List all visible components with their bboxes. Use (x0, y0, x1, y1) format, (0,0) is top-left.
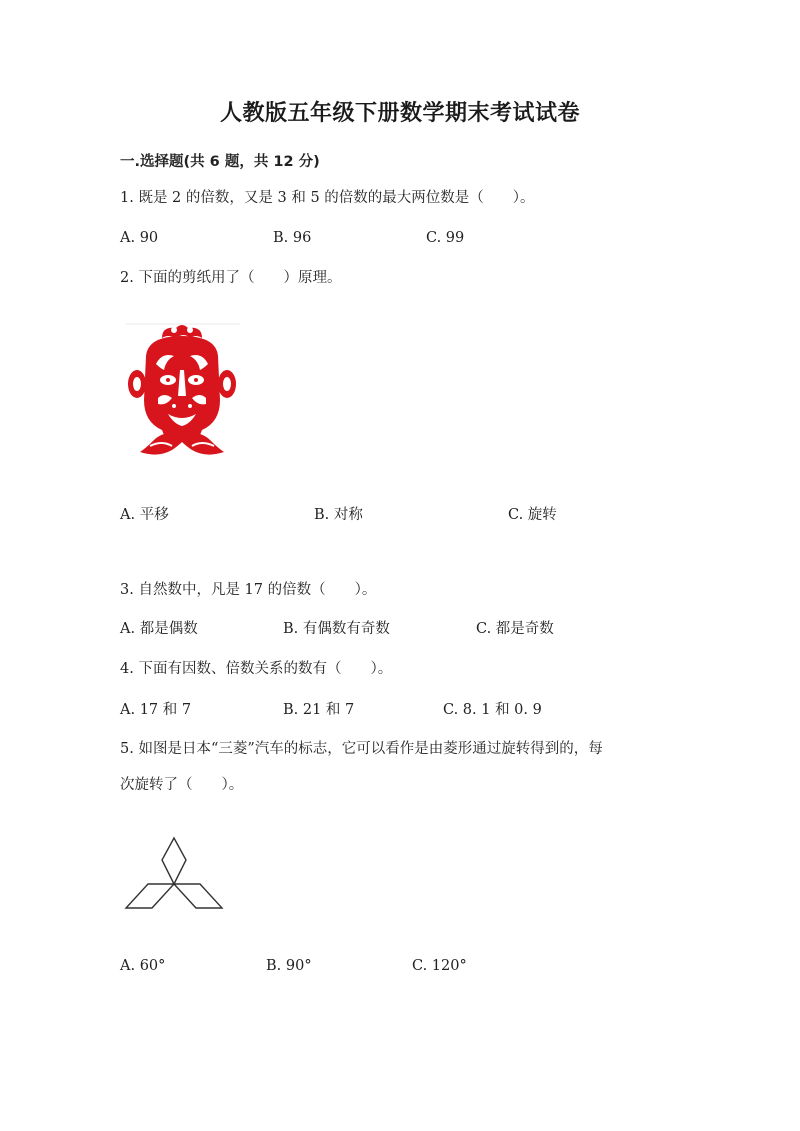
question-3-option-c: C. 都是奇数 (476, 621, 554, 637)
question-2-option-a: A. 平移 (120, 507, 169, 523)
rhombus-logo-figure (124, 836, 224, 910)
three-rhombus-logo-icon (124, 836, 224, 910)
question-1-option-c: C. 99 (426, 230, 465, 246)
question-4-text: 4. 下面有因数、倍数关系的数有（ ）。 (120, 661, 393, 677)
question-5-text-line-2: 次旋转了（ ）。 (120, 777, 244, 793)
papercut-figure (124, 318, 242, 460)
question-4-option-c: C. 8. 1 和 0. 9 (443, 702, 542, 718)
question-3-text: 3. 自然数中，凡是 17 的倍数（ ）。 (120, 582, 377, 598)
question-3-option-a: A. 都是偶数 (120, 621, 198, 637)
question-2-option-b: B. 对称 (314, 507, 363, 523)
question-2-text: 2. 下面的剪纸用了（ ）原理。 (120, 270, 342, 286)
question-3-option-b: B. 有偶数有奇数 (283, 621, 390, 637)
page-title: 人教版五年级下册数学期末考试试卷 (219, 101, 580, 126)
section-heading: 一.选择题(共 6 题，共 12 分) (120, 154, 320, 170)
question-1-option-a: A. 90 (120, 230, 159, 246)
question-5-option-c: C. 120° (412, 958, 467, 974)
question-4-option-b: B. 21 和 7 (283, 702, 355, 718)
question-2-option-c: C. 旋转 (508, 507, 557, 523)
question-1-text: 1. 既是 2 的倍数，又是 3 和 5 的倍数的最大两位数是（ ）。 (120, 190, 535, 206)
question-4-option-a: A. 17 和 7 (120, 702, 192, 718)
question-5-text-line-1: 5. 如图是日本“三菱”汽车的标志，它可以看作是由菱形通过旋转得到的，每 (120, 741, 603, 757)
question-5-option-a: A. 60° (120, 958, 166, 974)
papercut-image (124, 318, 242, 460)
question-5-option-b: B. 90° (266, 958, 312, 974)
question-1-option-b: B. 96 (273, 230, 312, 246)
